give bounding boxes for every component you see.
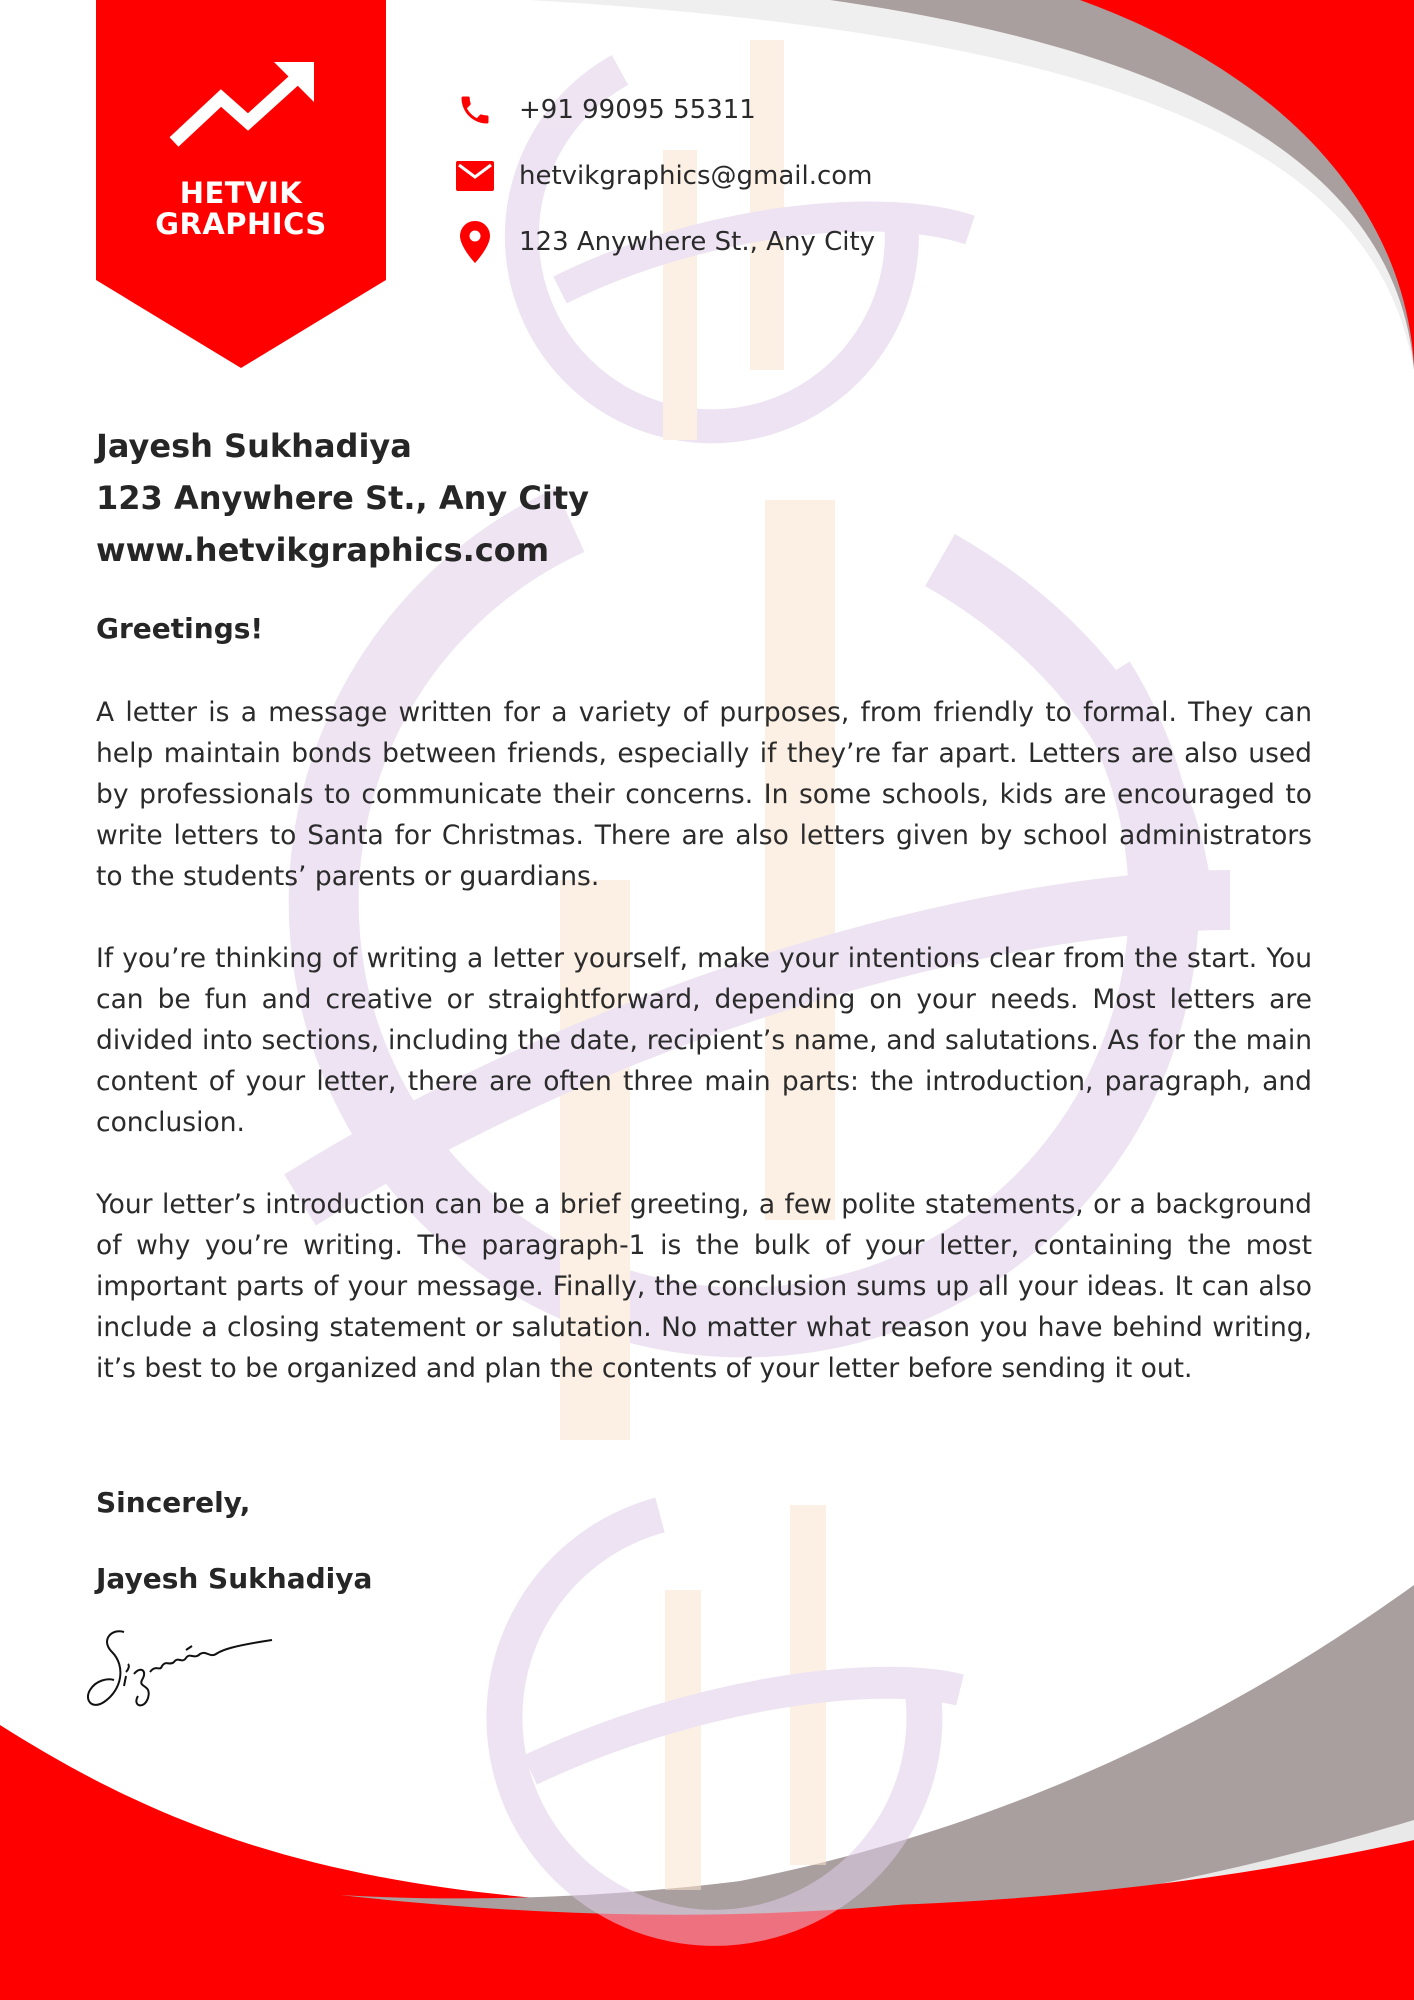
trend-up-arrow-icon xyxy=(166,60,316,155)
contact-phone xyxy=(455,90,875,130)
paragraph-3: Your letter’s introduction can be a brief greeting, a few polite statements, or a background of why you’re writing. The paragraph-1 is the bulk of your letter, containing the most important parts of your message. Finally, the conclusion sums up all your ideas. It can also include a closing statement or salutation. No matter what reason you have behind writing, it’s best to be organized and plan the contents of your letter before sending it out. xyxy=(96,1189,1312,1384)
sender-address: 123 Anywhere St., Any City xyxy=(96,479,589,517)
email-address[interactable]: hetvikgraphics@gmail.com xyxy=(519,161,873,191)
greeting: Greetings! xyxy=(96,612,264,645)
sender-name: Jayesh Sukhadiya xyxy=(96,427,412,465)
brand-name xyxy=(96,178,386,240)
sender-block xyxy=(96,420,589,576)
phone-number[interactable]: +91 99095 55311 xyxy=(519,95,756,125)
paragraph-1: A letter is a message written for a variety of purposes, from friendly to formal. They can help maintain bonds between friends, especially if they’re far apart. Letters are also used by professionals to communicate their concerns. In some schools, kids are encouraged to write letters to Santa for Christmas. There are also letters given by school administrators to the students’ parents or guardians. xyxy=(96,697,1312,892)
brand-name-line2: GRAPHICS xyxy=(155,207,327,241)
watermark-bottom xyxy=(504,1505,960,1928)
street-address: 123 Anywhere St., Any City xyxy=(519,227,876,257)
contact-address xyxy=(455,222,875,262)
handwritten-signature xyxy=(82,1620,282,1720)
contact-email xyxy=(455,156,875,196)
brand-logo-badge xyxy=(96,0,386,368)
sender-website[interactable]: www.hetvikgraphics.com xyxy=(96,531,550,569)
mail-icon xyxy=(455,156,495,196)
phone-icon xyxy=(455,90,495,130)
signer-name: Jayesh Sukhadiya xyxy=(96,1562,373,1595)
contact-info xyxy=(455,90,875,288)
paragraph-2: If you’re thinking of writing a letter yourself, make your intentions clear from the start. You can be fun and creative or straightforward, depending on your needs. Most letters are divided into sections, including the date, recipient’s name, and salutations. As for the main content of your letter, there are often three main parts: the introduction, paragraph, and conclusion. xyxy=(96,943,1312,1138)
closing: Sincerely, xyxy=(96,1486,251,1519)
location-pin-icon xyxy=(455,222,495,262)
brand-name-line1: HETVIK xyxy=(179,176,303,210)
